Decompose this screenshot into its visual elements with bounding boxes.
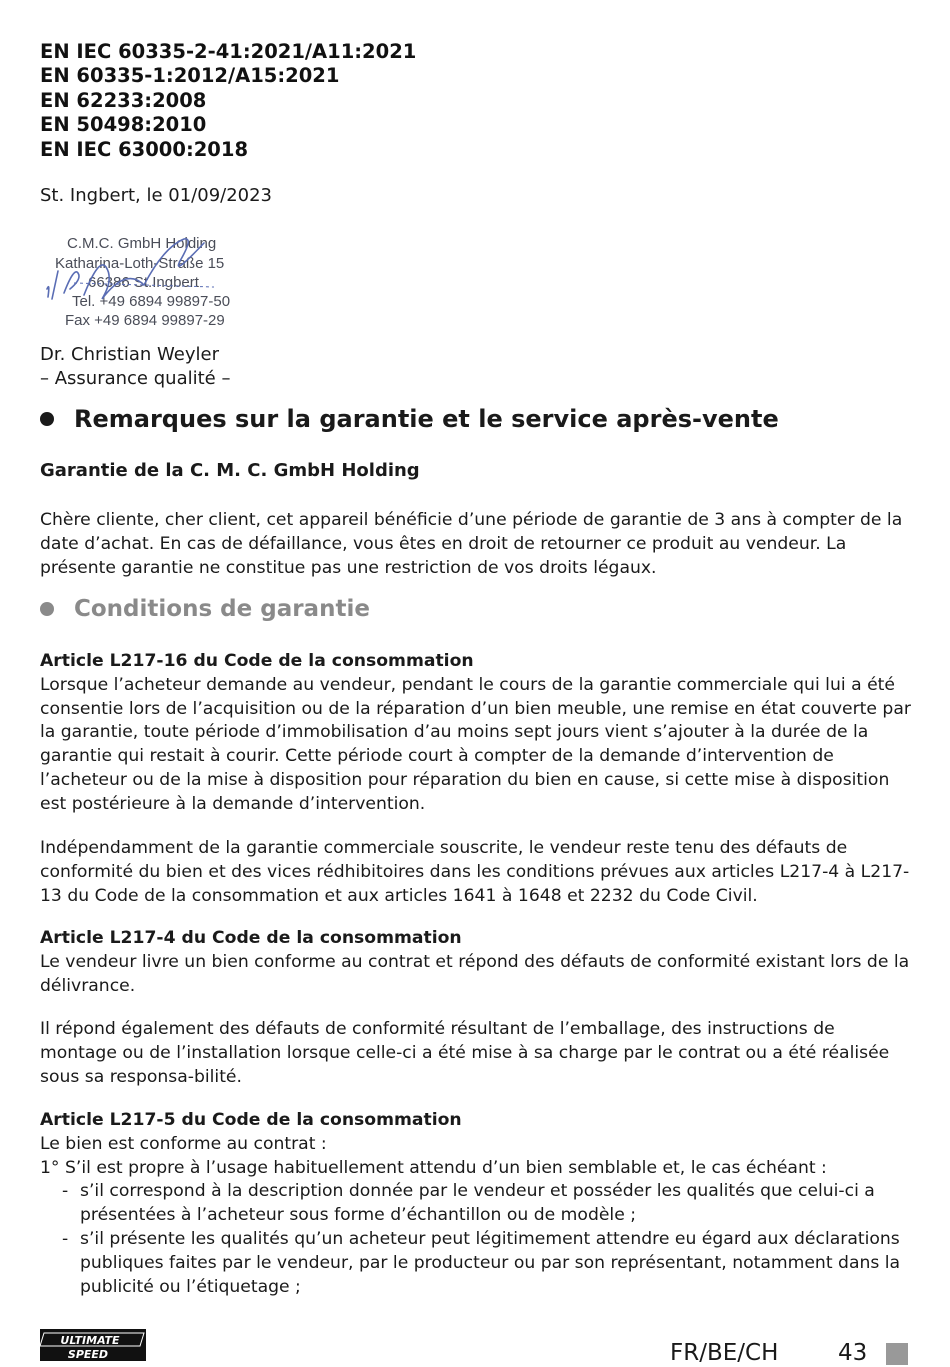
standard-line: EN 50498:2010 — [40, 113, 207, 137]
logo-text-bottom: SPEED — [67, 1348, 109, 1361]
handwritten-signature — [44, 227, 264, 337]
article-l217-16 — [40, 650, 912, 817]
stamp-line: Katharina-Loth-Straße 15 — [55, 255, 225, 272]
logo-text-top: ULTIMATE — [60, 1334, 120, 1347]
page-number: 43 — [838, 1340, 868, 1366]
stamp-line: C.M.C. GmbH Holding — [67, 235, 217, 252]
article-text: Lorsque l’acheteur demande au vendeur, pendant le cours de la garantie commerciale qui lui a été consentie lors de l’acquisition ou de la réparation d’un bien meuble, une remise en état couverte par la garantie, toute période d’immobilisation d’au moins sept jours vient s’ajouter à la durée de la garantie qui restait à courir. Cette période court à compter de la demande d’intervention de l’acheteur ou de la mise à disposition pour réparation du bien en cause, si cette mise à disposition est postérieure à la demande d’intervention. — [40, 674, 911, 814]
standard-line: EN IEC 60335-2-41:2021/A11:2021 — [40, 40, 417, 63]
stamp-line: Tel. +49 6894 99897-50 — [72, 293, 231, 310]
signer-name: Dr. Christian Weyler — [40, 344, 219, 365]
signer-role: – Assurance qualité – — [40, 368, 231, 389]
footer-language: FR/BE/CH — [670, 1340, 779, 1366]
dash-marker: - — [62, 1181, 69, 1202]
article-point: 1° S’il est propre à l’usage habituellement attendu d’un bien semblable et, le cas échéant : — [40, 1157, 827, 1178]
article-intro: Le bien est conforme au contrat : — [40, 1133, 327, 1154]
company-stamp — [50, 233, 280, 333]
list-item — [40, 1180, 912, 1228]
list-item-text: s’il correspond à la description donnée par le vendeur et posséder les qualités que celui-ci a présentées à l’acheteur sous forme d’échantillon ou de modèle ; — [80, 1181, 875, 1226]
subheading-warranty-company: Garantie de la C. M. C. GmbH Holding — [40, 460, 420, 481]
bullet-icon — [40, 602, 54, 616]
article-title: Article L217-4 du Code de la consommation — [40, 928, 462, 948]
section-heading-conditions — [40, 596, 370, 622]
paragraph-emballage: Il répond également des défauts de conformité résultant de l’emballage, des instructions de montage ou de l’installation lorsque celle-ci a été mise à sa charge par le contrat ou a été réalisée sous sa responsa-bilité. — [40, 1019, 890, 1087]
article-title: Article L217-16 du Code de la consommation — [40, 651, 474, 671]
page-marker-square — [886, 1343, 908, 1365]
heading-text: Remarques sur la garantie et le service après-vente — [74, 405, 779, 433]
paragraph-independance: Indépendamment de la garantie commerciale souscrite, le vendeur reste tenu des défauts de conformité du bien et des vices rédhibitoires dans les conditions prévues aux articles L217-4 à L217-13 du Code de la consommation et aux articles 1641 à 1648 et 2232 du Code Civil. — [40, 838, 910, 906]
heading-text: Conditions de garantie — [74, 596, 370, 622]
place-date: St. Ingbert, le 01/09/2023 — [40, 185, 273, 206]
standard-line: EN IEC 63000:2018 — [40, 137, 249, 161]
list-item — [40, 1228, 912, 1299]
list-item-text: s’il présente les qualités qu’un acheteur peut légitimement attendre eu égard aux déclarations publiques faites par le vendeur, par le producteur ou par son représentant, notamment dans la publicité ou l’étiquetage ; — [80, 1228, 901, 1297]
section-heading-warranty — [40, 405, 779, 433]
standard-line: EN 62233:2008 — [40, 88, 207, 112]
standard-line: EN 60335-1:2012/A15:2021 — [40, 64, 340, 88]
article-l217-4 — [40, 927, 912, 998]
signer-block — [40, 343, 230, 391]
article-title: Article L217-5 du Code de la consommation — [40, 1110, 462, 1130]
article-text: Le vendeur livre un bien conforme au contrat et répond des défauts de conformité existant lors de la délivrance. — [40, 951, 910, 996]
stamp-line: 66386 St.Ingbert — [88, 274, 199, 291]
article-l217-5 — [40, 1109, 912, 1299]
dash-marker: - — [62, 1228, 69, 1249]
stamp-line: Fax +49 6894 99897-29 — [65, 312, 225, 329]
standards-list — [40, 40, 910, 162]
intro-paragraph: Chère cliente, cher client, cet appareil bénéficie d’une période de garantie de 3 ans à compter de la date d’achat. En cas de défaillance, vous êtes en droit de retourner ce produit au vendeur. La présente garantie ne constitue pas une restriction de vos droits légaux. — [40, 510, 903, 578]
bullet-icon — [40, 412, 54, 426]
ultimate-speed-logo — [40, 1327, 148, 1363]
